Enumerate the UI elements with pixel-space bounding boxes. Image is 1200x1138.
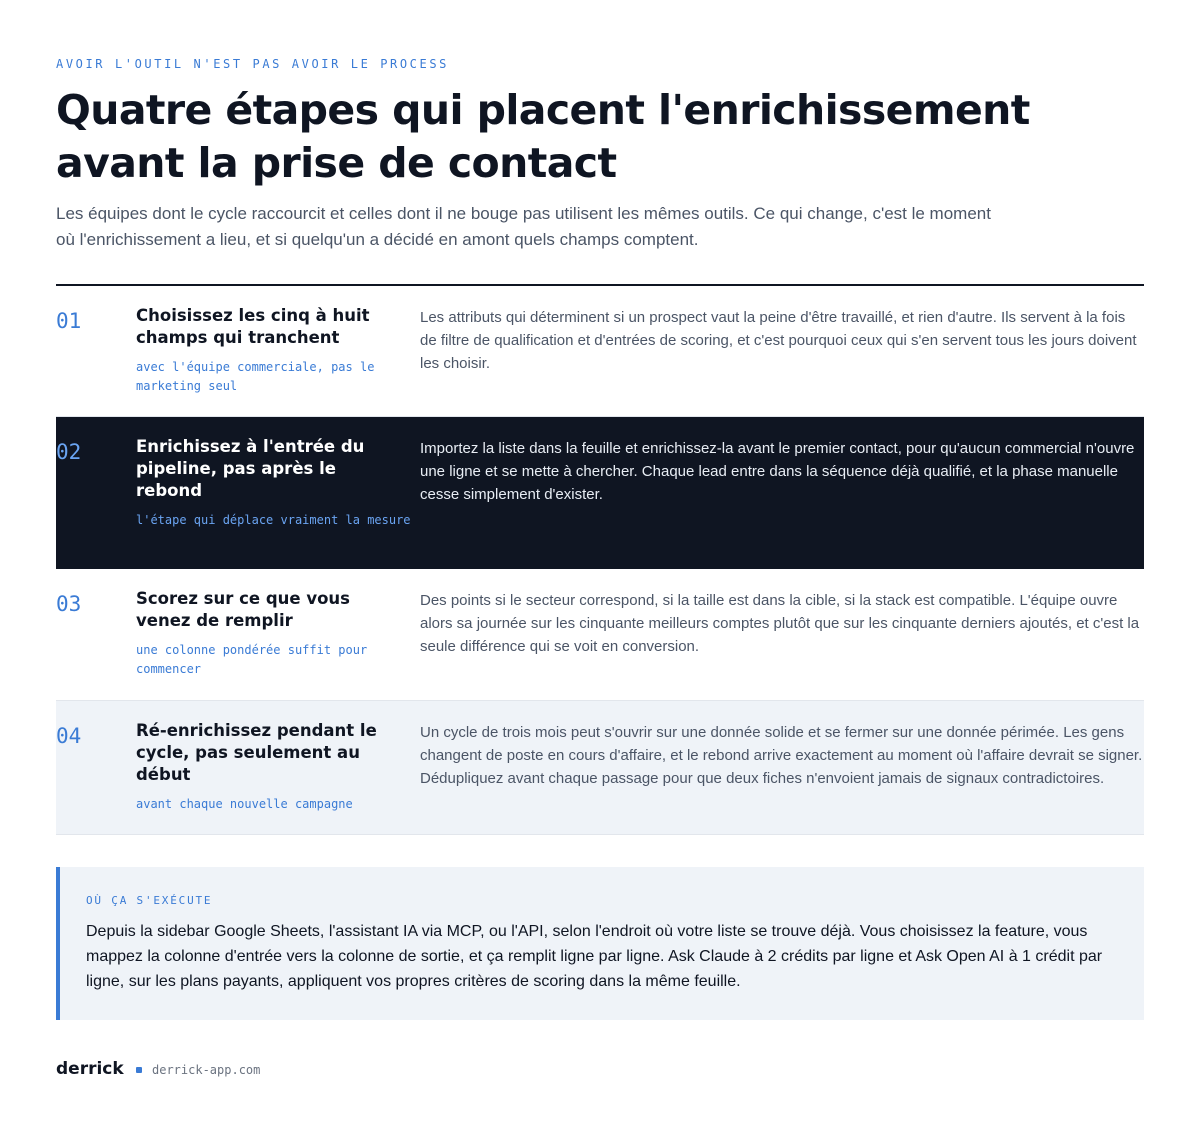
eyebrow: AVOIR L'OUTIL N'EST PAS AVOIR LE PROCESS — [56, 57, 449, 71]
step-subtitle: avec l'équipe commerciale, pas le marketing seul — [136, 360, 375, 393]
step-description: Les attributs qui déterminent si un prospect vaut la peine d'être travaillé, et rien d'autre. Ils servent à la fois de filtre de qualification et d'entrées de scoring, et c'est pourquoi ceux qui s'en servent tous les jours doivent les choisir. — [420, 309, 1137, 372]
callout-label: OÙ ÇA S'EXÉCUTE — [86, 894, 213, 907]
step-title: Choisissez les cinq à huit champs qui tranchent — [136, 306, 370, 347]
step-subtitle: une colonne pondérée suffit pour commencer — [136, 643, 368, 676]
step-subtitle: avant chaque nouvelle campagne — [136, 797, 353, 811]
callout-box — [56, 867, 1144, 1020]
step-row — [56, 701, 1144, 835]
step-row — [56, 286, 1144, 417]
brand-logo: derrick — [56, 1059, 124, 1079]
step-description: Des points si le secteur correspond, si la taille est dans la cible, si la stack est compatible. L'équipe ouvre alors sa journée sur les cinquante meilleurs comptes plutôt que sur les cinquante derniers ajoutés, et c'est la seule différence qui se voit en conversion. — [420, 592, 1140, 655]
step-description: Un cycle de trois mois peut s'ouvrir sur une donnée solide et se fermer sur une donnée périmée. Les gens changent de poste en cours d'affaire, et le rebond arrive exactement au moment où l'affaire devrait se signer. Dédupliquez avant chaque passage pour que deux fiches n'envoient jamais de signaux contradictoires. — [420, 724, 1143, 787]
step-title: Enrichissez à l'entrée du pipeline, pas après le rebond — [136, 437, 365, 500]
step-number: 02 — [56, 440, 82, 464]
separator-dot-icon — [136, 1067, 142, 1073]
step-number: 04 — [56, 724, 82, 748]
step-title: Ré-enrichissez pendant le cycle, pas seulement au début — [136, 721, 377, 784]
callout-text: Depuis la sidebar Google Sheets, l'assistant IA via MCP, ou l'API, selon l'endroit où votre liste se trouve déjà. Vous choisissez la feature, vous mappez la colonne d'entrée vers la colonne de sortie, et ça remplit ligne par ligne. Ask Claude à 2 crédits par ligne et Ask Open AI à 1 crédit par ligne, sur les plans payants, appliquent vos propres critères de scoring dans la même feuille. — [86, 923, 1103, 990]
step-description: Importez la liste dans la feuille et enrichissez-la avant le premier contact, pour qu'aucun commercial n'ouvre une ligne et se mette à chercher. Chaque lead entre dans la séquence déjà qualifié, et la phase manuelle cesse simplement d'exister. — [420, 440, 1135, 503]
page-title: Quatre étapes qui placent l'enrichissement avant la prise de contact — [56, 86, 1030, 187]
step-subtitle: l'étape qui déplace vraiment la mesure — [136, 513, 411, 527]
step-number: 03 — [56, 592, 82, 616]
steps-list — [56, 286, 1144, 835]
step-row — [56, 569, 1144, 701]
step-row-highlighted — [56, 417, 1144, 569]
intro-paragraph: Les équipes dont le cycle raccourcit et celles dont il ne bouge pas utilisent les mêmes outils. Ce qui change, c'est le moment où l'enrichissement a lieu, et si quelqu'un a décidé en amont quels champs comptent. — [56, 204, 991, 249]
step-title: Scorez sur ce que vous venez de remplir — [136, 589, 350, 630]
website-link[interactable]: derrick-app.com — [152, 1063, 261, 1077]
step-number: 01 — [56, 309, 82, 333]
